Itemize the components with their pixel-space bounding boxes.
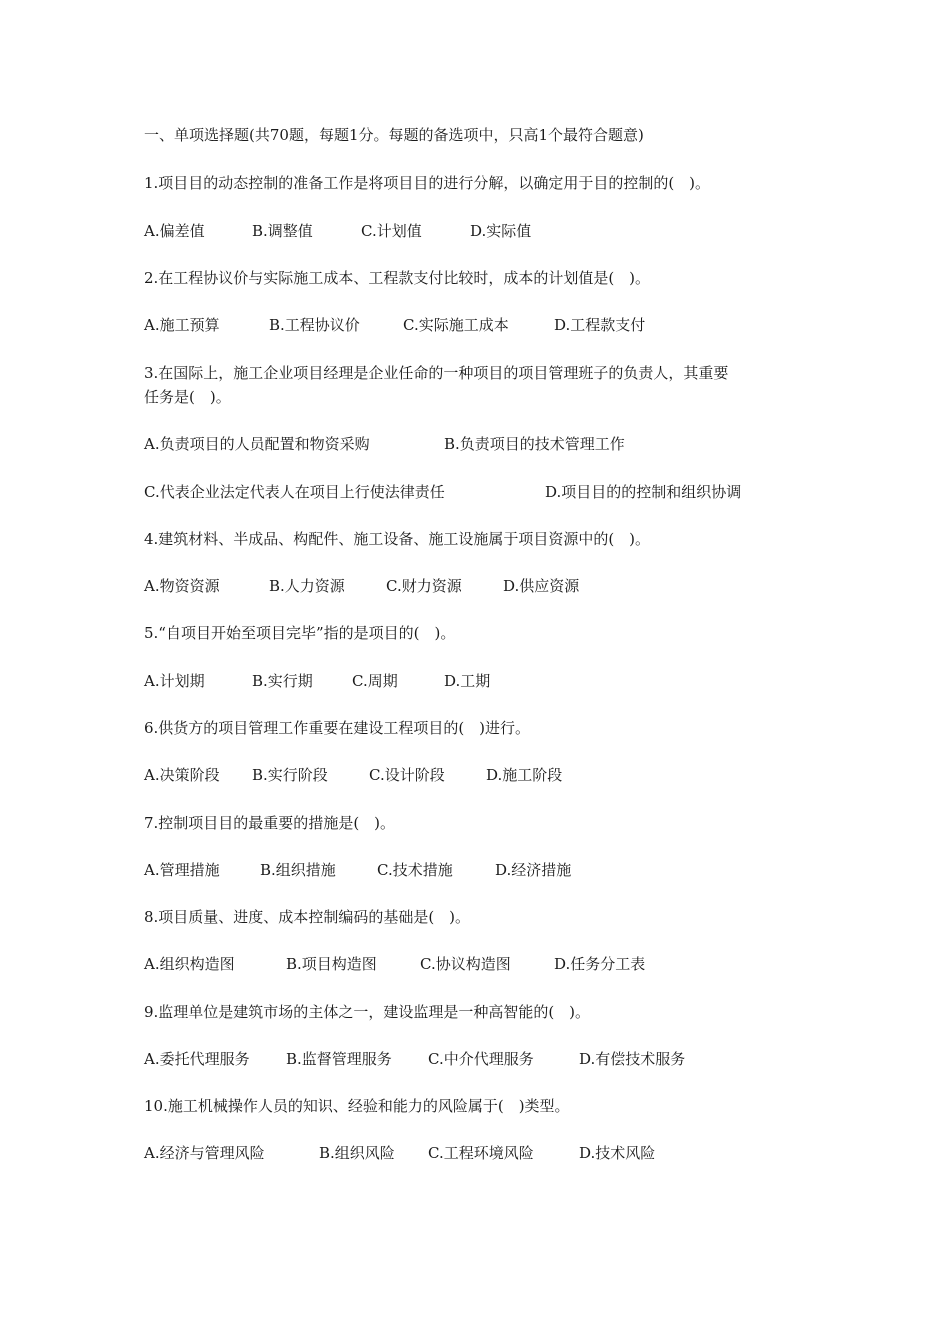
question-8-option-b: B.项目构造图 <box>286 955 377 973</box>
question-7-option-a: A.管理措施 <box>144 861 220 879</box>
question-9-option-a: A.委托代理服务 <box>144 1050 250 1068</box>
question-10-option-b: B.组织风险 <box>319 1144 395 1162</box>
question-3-stem-line-1: 3.在国际上，施工企业项目经理是企业任命的一种项目的项目管理班子的负责人，其重要 <box>144 364 729 382</box>
question-4-option-b: B.人力资源 <box>269 577 345 595</box>
question-3-option-c: C.代表企业法定代表人在项目上行使法律责任 <box>144 483 445 501</box>
question-2-option-d: D.工程款支付 <box>554 316 646 334</box>
question-4-option-d: D.供应资源 <box>503 577 580 595</box>
question-6-option-a: A.决策阶段 <box>144 766 220 784</box>
question-7-option-b: B.组织措施 <box>260 861 336 879</box>
question-3-stem-line-2: 任务是( )。 <box>144 388 231 406</box>
question-9-option-c: C.中介代理服务 <box>428 1050 534 1068</box>
question-8-option-a: A.组织构造图 <box>144 955 235 973</box>
question-6-option-d: D.施工阶段 <box>486 766 563 784</box>
question-2-stem: 2.在工程协议价与实际施工成本、工程款支付比较时，成本的计划值是( )。 <box>144 269 651 287</box>
question-6-option-b: B.实行阶段 <box>252 766 328 784</box>
question-5-option-a: A.计划期 <box>144 672 205 690</box>
question-10-option-c: C.工程环境风险 <box>428 1144 534 1162</box>
question-1-option-d: D.实际值 <box>470 222 532 240</box>
question-10-stem: 10.施工机械操作人员的知识、经验和能力的风险属于( )类型。 <box>144 1097 570 1115</box>
question-5-option-d: D.工期 <box>444 672 491 690</box>
question-1-option-b: B.调整值 <box>252 222 313 240</box>
question-4-option-a: A.物资资源 <box>144 577 220 595</box>
question-8-stem: 8.项目质量、进度、成本控制编码的基础是( )。 <box>144 908 471 926</box>
question-5-option-b: B.实行期 <box>252 672 313 690</box>
question-5-option-c: C.周期 <box>352 672 398 690</box>
question-9-option-d: D.有偿技术服务 <box>579 1050 686 1068</box>
question-6-option-c: C.设计阶段 <box>369 766 445 784</box>
question-2-option-b: B.工程协议价 <box>269 316 360 334</box>
question-6-stem: 6.供货方的项目管理工作重要在建设工程项目的( )进行。 <box>144 719 531 737</box>
question-8-option-c: C.协议构造图 <box>420 955 511 973</box>
question-2-option-a: A.施工预算 <box>144 316 220 334</box>
question-7-option-d: D.经济措施 <box>495 861 572 879</box>
question-1-option-c: C.计划值 <box>361 222 422 240</box>
section-heading: 一、单项选择题(共70题，每题1分。每题的备选项中，只高1个最符合题意) <box>144 126 644 144</box>
question-5-stem: 5.“自项目开始至项目完毕”指的是项目的( )。 <box>144 624 456 642</box>
question-4-stem: 4.建筑材料、半成品、构配件、施工设备、施工设施属于项目资源中的( )。 <box>144 530 651 548</box>
question-2-option-c: C.实际施工成本 <box>403 316 509 334</box>
question-7-option-c: C.技术措施 <box>377 861 453 879</box>
question-9-stem: 9.监理单位是建筑市场的主体之一，建设监理是一种高智能的( )。 <box>144 1003 591 1021</box>
question-1-stem: 1.项目目的动态控制的准备工作是将项目目的进行分解，以确定用于目的控制的( )。 <box>144 174 711 192</box>
question-3-option-d: D.项目目的的控制和组织协调 <box>545 483 742 501</box>
question-3-option-a: A.负责项目的人员配置和物资采购 <box>144 435 370 453</box>
question-8-option-d: D.任务分工表 <box>554 955 646 973</box>
question-1-option-a: A.偏差值 <box>144 222 205 240</box>
question-3-option-b: B.负责项目的技术管理工作 <box>444 435 625 453</box>
question-7-stem: 7.控制项目目的最重要的措施是( )。 <box>144 814 396 832</box>
question-10-option-a: A.经济与管理风险 <box>144 1144 265 1162</box>
question-9-option-b: B.监督管理服务 <box>286 1050 392 1068</box>
question-10-option-d: D.技术风险 <box>579 1144 656 1162</box>
question-4-option-c: C.财力资源 <box>386 577 462 595</box>
